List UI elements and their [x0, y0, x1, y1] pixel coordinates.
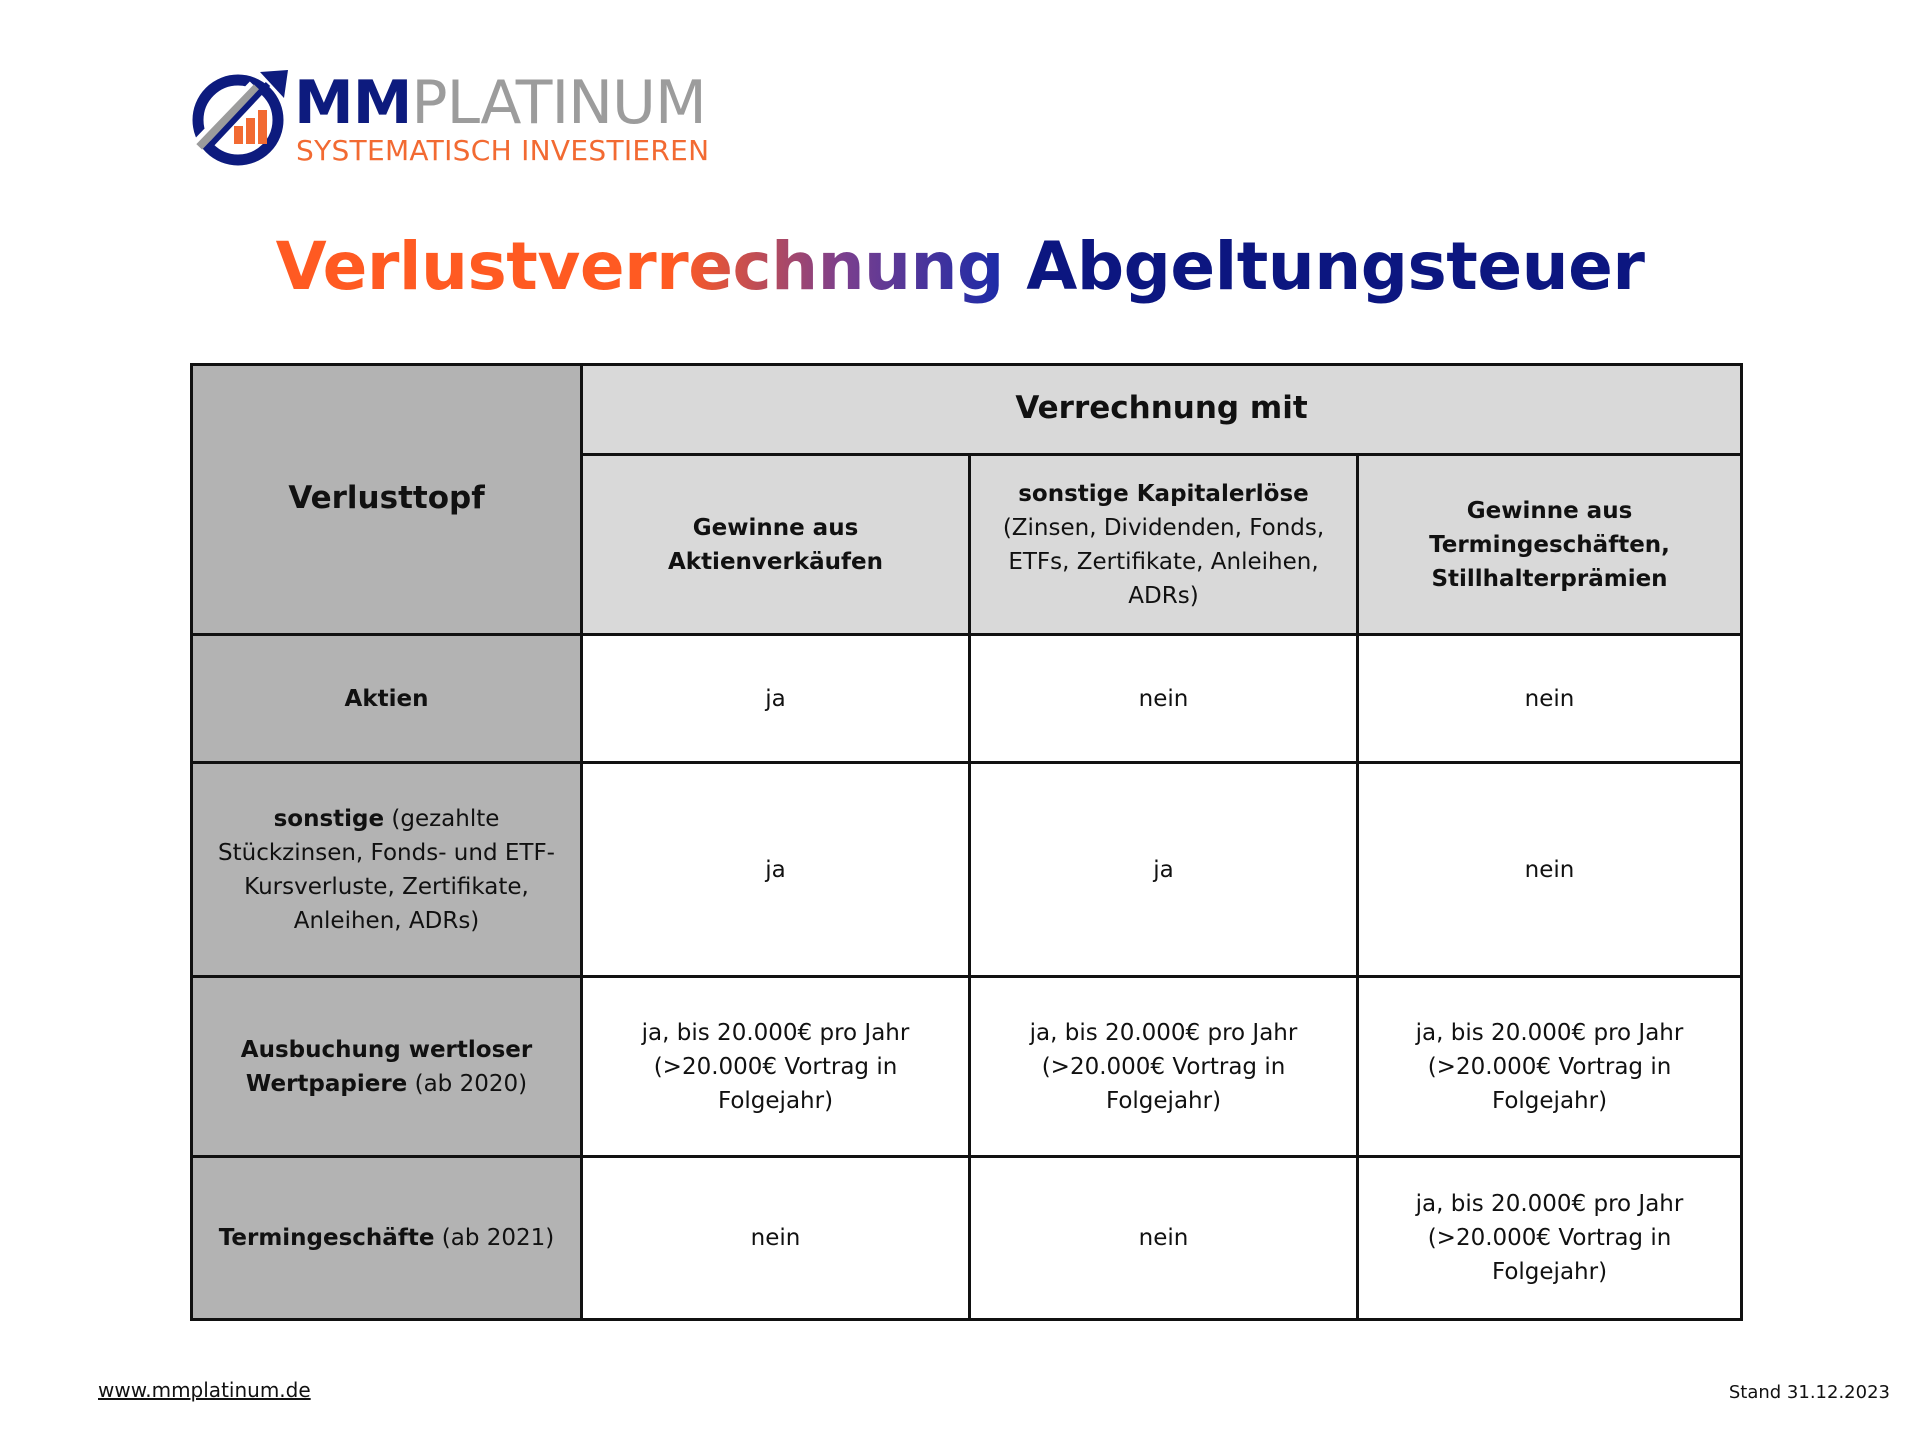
table-cell: nein: [1358, 635, 1742, 763]
row-label-rest: (ab 2021): [434, 1225, 555, 1251]
logo-wordmark-mm: MM: [294, 68, 412, 138]
table-row: [192, 977, 1742, 1157]
table-cell: ja: [582, 635, 970, 763]
page-title: [0, 222, 1920, 312]
column-header: [582, 455, 970, 635]
logo: [188, 66, 748, 176]
table-row: [192, 1157, 1742, 1320]
title-part-1: Verlustverrechnung: [275, 228, 1004, 305]
loss-offset-table: [190, 363, 1743, 1321]
table-cell: ja: [970, 763, 1358, 977]
row-label-bold: Termingeschäfte: [218, 1225, 435, 1251]
row-label-bold: sonstige: [273, 805, 385, 832]
group-header-cell: [582, 365, 1742, 455]
row-label-cell: [192, 635, 582, 763]
table-cell: ja, bis 20.000€ pro Jahr (>20.000€ Vortrag in Folgejahr): [1358, 1157, 1742, 1320]
row-label-bold: Aktien: [344, 685, 429, 712]
table-cell: nein: [582, 1157, 970, 1320]
website-link[interactable]: www.mmplatinum.de: [98, 1378, 311, 1402]
corner-header: Verlusttopf: [288, 480, 485, 516]
table-row: [192, 763, 1742, 977]
table-cell: ja: [582, 763, 970, 977]
row-label-rest: (gezahlte Stückzinsen, Fonds- und ETF-Kursverluste, Zertifikate, Anleihen, ADRs): [218, 805, 555, 934]
table-cell: nein: [1358, 763, 1742, 977]
column-header-bold: Gewinne aus Termingeschäften, Stillhalterprämien: [1429, 497, 1670, 592]
column-header-bold: Gewinne aus Aktienverkäufen: [667, 514, 884, 575]
table-row: [192, 635, 1742, 763]
table-cell: ja, bis 20.000€ pro Jahr (>20.000€ Vortrag in Folgejahr): [1358, 977, 1742, 1157]
table-cell: nein: [970, 635, 1358, 763]
logo-wordmark: [294, 68, 706, 138]
table-cell: ja, bis 20.000€ pro Jahr (>20.000€ Vortrag in Folgejahr): [582, 977, 970, 1157]
row-label-rest: (ab 2020): [407, 1070, 528, 1097]
corner-header-cell: [192, 365, 582, 635]
logo-tagline: SYSTEMATISCH INVESTIEREN: [296, 134, 710, 167]
row-label-bold: Ausbuchung wertloser Wertpapiere: [240, 1036, 533, 1097]
row-label-cell: [192, 763, 582, 977]
column-header: [970, 455, 1358, 635]
table-cell: nein: [970, 1157, 1358, 1320]
column-header-rest: (Zinsen, Dividenden, Fonds, ETFs, Zertifikate, Anleihen, ADRs): [1002, 514, 1325, 609]
table-cell: ja, bis 20.000€ pro Jahr (>20.000€ Vortrag in Folgejahr): [970, 977, 1358, 1157]
column-header-bold: sonstige Kapitalerlöse: [1018, 480, 1309, 507]
title-part-2: Abgeltungsteuer: [1026, 228, 1645, 305]
group-header: Verrechnung mit: [1015, 390, 1308, 426]
row-label-cell: [192, 1157, 582, 1320]
logo-wordmark-platinum: PLATINUM: [411, 68, 706, 138]
date-stamp: Stand 31.12.2023: [1728, 1382, 1890, 1403]
table-group-header-row: [192, 365, 1742, 455]
row-label-cell: [192, 977, 582, 1157]
logo-chart-icon: [188, 66, 292, 170]
column-header: [1358, 455, 1742, 635]
